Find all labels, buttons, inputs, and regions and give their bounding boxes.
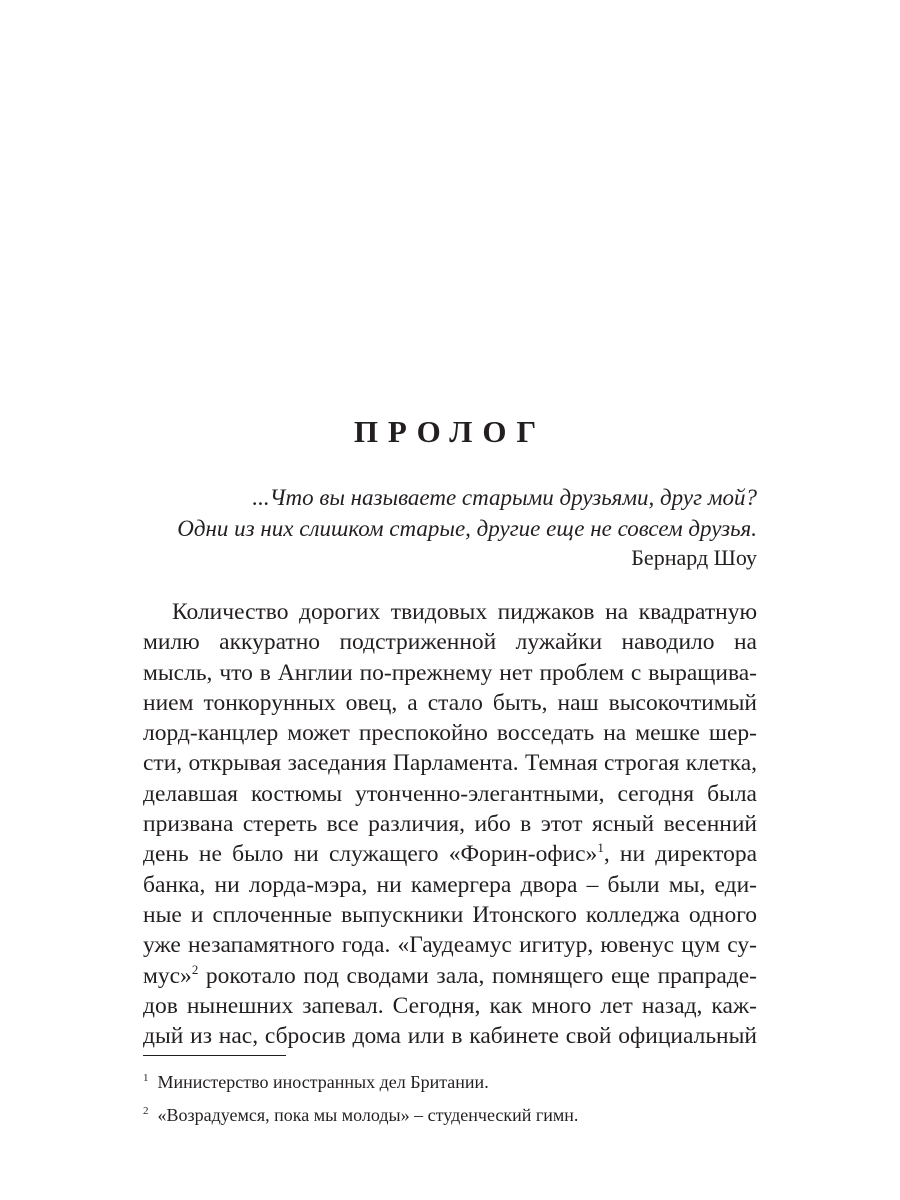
text-line: милю аккуратно подстриженной лужайки наводило на — [143, 629, 757, 656]
text-line: нием тонкорунных овец, а стало быть, наш высокочтимый — [143, 689, 757, 716]
footnote-number: 2 — [143, 1105, 149, 1117]
epigraph — [117, 482, 757, 544]
footnote-ref-2[interactable]: 2 — [191, 961, 199, 977]
text-line: дов нынешних запевал. Сегодня, как много лет назад, каж- — [143, 992, 757, 1019]
epigraph-author: Бернард Шоу — [631, 545, 757, 570]
footnote-ref-1[interactable]: 1 — [597, 840, 604, 856]
footnotes — [143, 1064, 757, 1130]
footnote-text: «Возрадуемся, пока мы молоды» – студенческий гимн. — [157, 1105, 579, 1125]
text-line: мус»$^2$ рокотало под сводами зала, помнящего еще прапраде- — [143, 961, 757, 989]
text-line: призвана стереть все различия, ибо в этот ясный весенний — [143, 811, 757, 838]
text-line: делавшая костюмы утонченно-элегантными, сегодня была — [143, 780, 757, 807]
footnote-text: Министерство иностранных дел Британии. — [157, 1072, 489, 1092]
epigraph-line: Одни из них слишком старые, другие еще не совсем друзья. — [177, 516, 757, 541]
text-line: мысль, что в Англии по-прежнему нет проблем с выращива- — [143, 659, 757, 686]
text-line: уже незапамятного года. «Гаудеамус игитур, ювенус цум су- — [143, 932, 757, 959]
body-text — [143, 597, 757, 1051]
text-line: ные и сплоченные выпускники Итонского колледжа одного — [143, 901, 757, 928]
epigraph-line: ...Что вы называете старыми друзьями, друг мой? — [252, 485, 757, 510]
text-line: дый из нас, сбросив дома или в кабинете свой официальный — [143, 1023, 757, 1050]
text-line: лорд-канцлер может преспокойно восседать на мешке шер- — [143, 720, 757, 747]
footnote-1 — [143, 1064, 757, 1097]
text-line: банка, ни лорда-мэра, ни камергера двора – были мы, еди- — [143, 871, 757, 898]
footnote-divider — [143, 1055, 286, 1056]
text-line: день не было ни служащего «Форин-офис»$^1$, ни директора — [143, 840, 757, 868]
text-line: сти, открывая заседания Парламента. Темная строгая клетка, — [143, 750, 757, 777]
chapter-title: ПРОЛОГ — [353, 414, 547, 449]
footnote-2 — [143, 1097, 757, 1130]
text-line: Количество дорогих твидовых пиджаков на квадратную — [172, 599, 757, 625]
footnote-number: 1 — [143, 1072, 149, 1084]
